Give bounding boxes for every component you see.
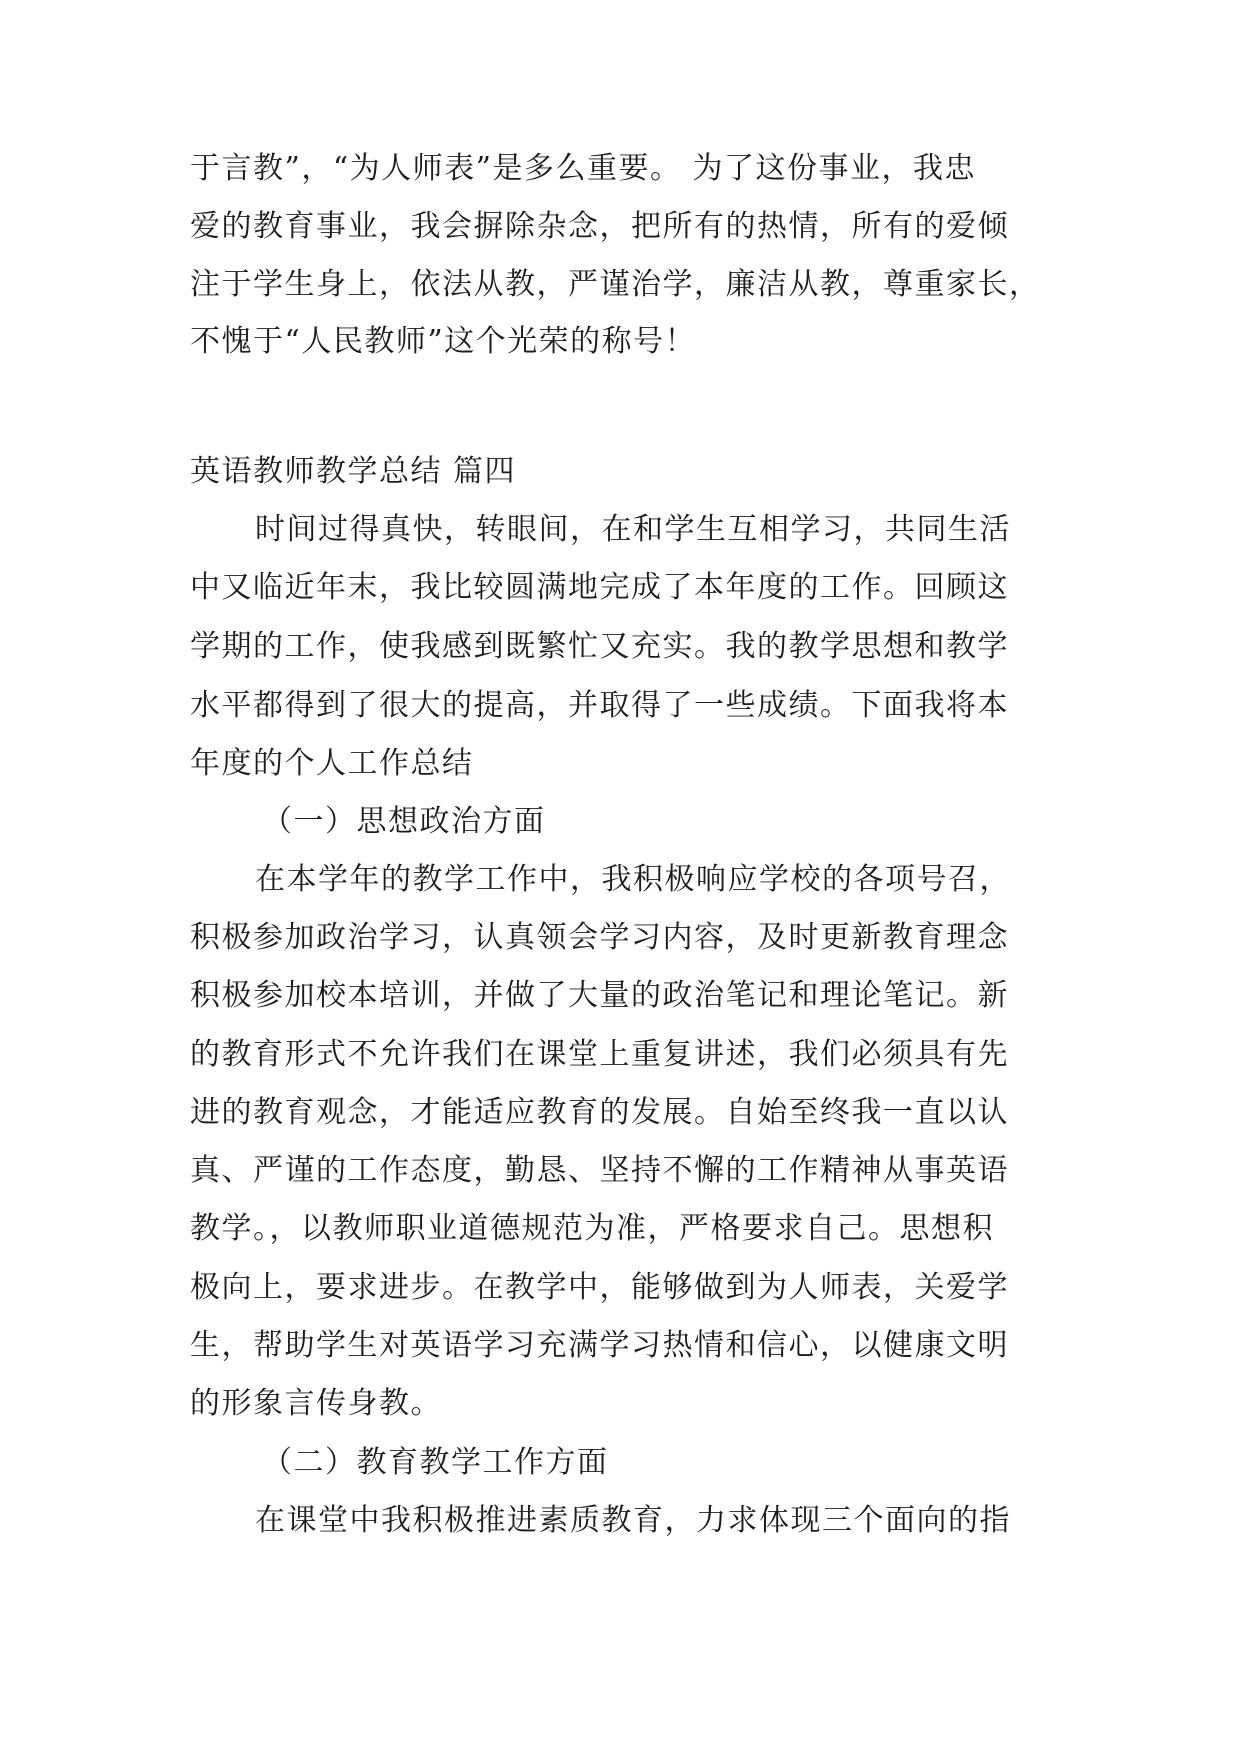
text-line: 不愧于“人民教师”这个光荣的称号！ (190, 324, 697, 359)
text-line: 在课堂中我积极推进素质教育，力求体现三个面向的指 (255, 1503, 1011, 1538)
text-line: 进的教育观念，才能适应教育的发展。自始至终我一直以认 (190, 1095, 1009, 1130)
text-line: 积极参加校本培训，并做了大量的政治笔记和理论笔记。新 (190, 978, 1009, 1013)
text-line: 积极参加政治学习，认真领会学习内容，及时更新教育理念 (190, 920, 1009, 955)
section-heading: 英语教师教学总结 篇四 (190, 454, 517, 489)
text-line: 水平都得到了很大的提高，并取得了一些成绩。下面我将本 (190, 688, 1009, 723)
text-line: 注于学生身上，依法从教，严谨治学，廉洁从教，尊重家长， (190, 267, 1041, 302)
subsection-heading: （一）思想政治方面 (262, 804, 546, 839)
text-line: 学期的工作，使我感到既繁忙又充实。我的教学思想和教学 (190, 629, 1009, 664)
text-line: 的形象言传身教。 (190, 1386, 442, 1421)
text-line: 于言教”，“为人师表”是多么重要。 为了这份事业，我忠 (190, 151, 977, 186)
text-line: 极向上，要求进步。在教学中，能够做到为人师表，关爱学 (190, 1270, 1009, 1305)
text-line: 中又临近年末，我比较圆满地完成了本年度的工作。回顾这 (190, 570, 1009, 605)
text-line: 的教育形式不允许我们在课堂上重复讲述，我们必须具有先 (190, 1037, 1009, 1072)
text-line: 真、严谨的工作态度，勤恳、坚持不懈的工作精神从事英语 (190, 1153, 1009, 1188)
text-line: 爱的教育事业，我会摒除杂念，把所有的热情，所有的爱倾 (190, 209, 1009, 244)
text-line: 教学。，以教师职业道德规范为准，严格要求自己。思想积 (190, 1211, 994, 1246)
text-line: 在本学年的教学工作中，我积极响应学校的各项号召， (255, 862, 1011, 897)
text-line: 生，帮助学生对英语学习充满学习热情和信心，以健康文明 (190, 1328, 1009, 1363)
text-line: 时间过得真快，转眼间，在和学生互相学习，共同生活 (255, 512, 1011, 547)
text-line: 年度的个人工作总结 (190, 746, 474, 781)
subsection-heading: （二）教育教学工作方面 (262, 1445, 609, 1480)
